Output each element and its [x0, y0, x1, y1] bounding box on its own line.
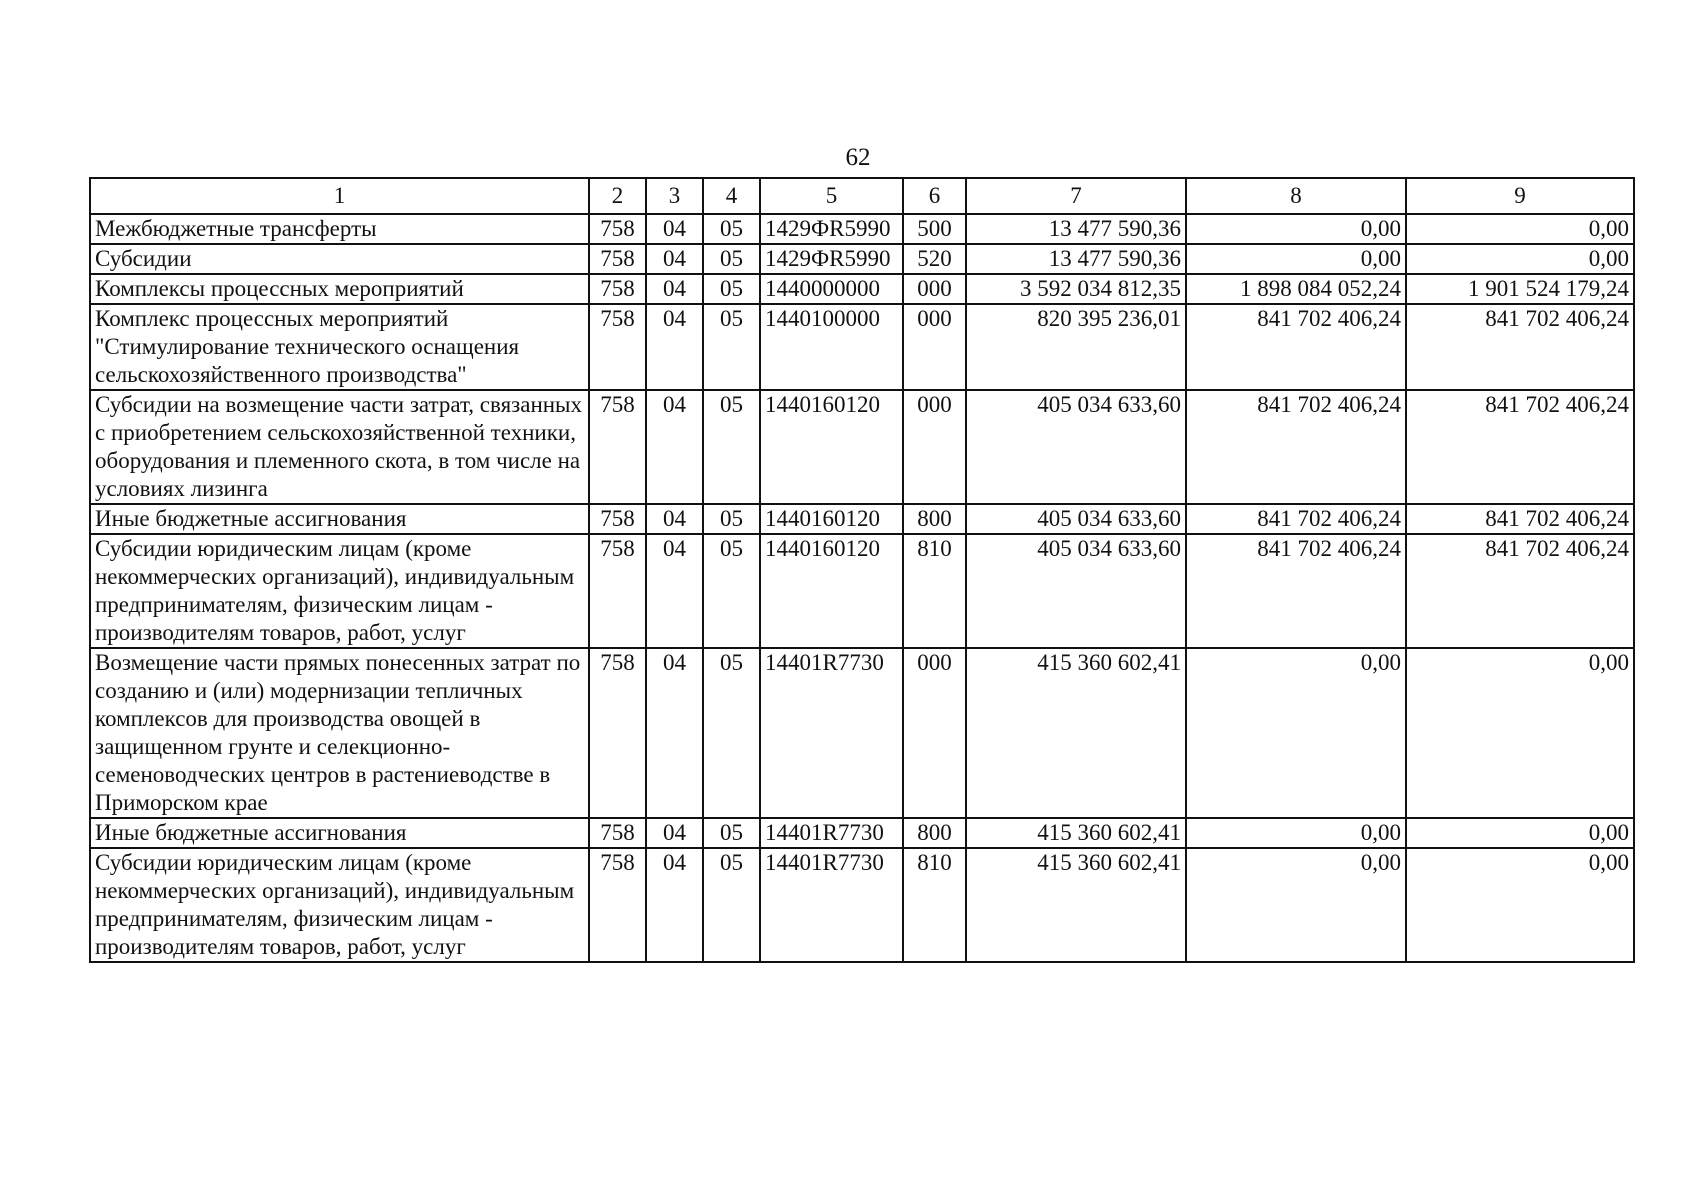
header-cell: 6: [903, 178, 966, 214]
table-row: [90, 390, 1634, 504]
row-code-6: 520: [903, 244, 966, 274]
row-amount-7: 405 034 633,60: [966, 534, 1186, 648]
row-code-6: 810: [903, 848, 966, 962]
row-code-5: 1440160120: [760, 504, 903, 534]
table-row: [90, 504, 1634, 534]
row-amount-9: 0,00: [1406, 848, 1634, 962]
row-code-2: 758: [589, 504, 646, 534]
row-amount-7: 13 477 590,36: [966, 244, 1186, 274]
row-code-6: 800: [903, 818, 966, 848]
row-amount-8: 841 702 406,24: [1186, 304, 1406, 390]
row-amount-9: 0,00: [1406, 818, 1634, 848]
row-amount-9: 1 901 524 179,24: [1406, 274, 1634, 304]
row-code-4: 05: [703, 534, 760, 648]
row-amount-8: 0,00: [1186, 848, 1406, 962]
header-cell: 1: [90, 178, 589, 214]
row-amount-9: 841 702 406,24: [1406, 304, 1634, 390]
row-code-2: 758: [589, 818, 646, 848]
row-amount-8: 0,00: [1186, 818, 1406, 848]
row-code-6: 800: [903, 504, 966, 534]
row-amount-8: 0,00: [1186, 214, 1406, 244]
row-amount-9: 0,00: [1406, 214, 1634, 244]
row-code-2: 758: [589, 648, 646, 818]
row-code-4: 05: [703, 214, 760, 244]
row-code-6: 000: [903, 390, 966, 504]
row-code-2: 758: [589, 304, 646, 390]
row-amount-9: 841 702 406,24: [1406, 534, 1634, 648]
row-name: Субсидии: [90, 244, 589, 274]
row-name: Иные бюджетные ассигнования: [90, 504, 589, 534]
row-name: Субсидии юридическим лицам (кроме некоммерческих организаций), индивидуальным предпринимателям, физическим лицам - производителям товаров, работ, услуг: [90, 534, 589, 648]
row-code-4: 05: [703, 848, 760, 962]
table-row: [90, 848, 1634, 962]
row-code-2: 758: [589, 534, 646, 648]
row-amount-9: 841 702 406,24: [1406, 390, 1634, 504]
row-amount-7: 3 592 034 812,35: [966, 274, 1186, 304]
row-code-5: 1440160120: [760, 390, 903, 504]
row-name: Комплекс процессных мероприятий "Стимулирование технического оснащения сельскохозяйственного производства": [90, 304, 589, 390]
row-amount-8: 0,00: [1186, 244, 1406, 274]
row-name: Субсидии на возмещение части затрат, связанных с приобретением сельскохозяйственной техники, оборудования и племенного скота, в том числе на условиях лизинга: [90, 390, 589, 504]
row-amount-8: 0,00: [1186, 648, 1406, 818]
row-code-4: 05: [703, 304, 760, 390]
row-code-4: 05: [703, 648, 760, 818]
header-cell: 9: [1406, 178, 1634, 214]
row-code-3: 04: [646, 214, 703, 244]
row-code-5: 14401R7730: [760, 848, 903, 962]
row-code-5: 1440100000: [760, 304, 903, 390]
table-row: [90, 534, 1634, 648]
page-number: 62: [845, 144, 871, 171]
row-code-6: 500: [903, 214, 966, 244]
table-row: [90, 648, 1634, 818]
row-code-2: 758: [589, 244, 646, 274]
header-cell: 4: [703, 178, 760, 214]
row-code-5: 14401R7730: [760, 818, 903, 848]
budget-table: [89, 177, 1635, 963]
row-name: Межбюджетные трансферты: [90, 214, 589, 244]
row-amount-7: 820 395 236,01: [966, 304, 1186, 390]
header-cell: 5: [760, 178, 903, 214]
row-code-3: 04: [646, 818, 703, 848]
row-name: Возмещение части прямых понесенных затрат по созданию и (или) модернизации тепличных комплексов для производства овощей в защищенном грунте и селекционно-семеноводческих центров в растениеводстве в Приморском крае: [90, 648, 589, 818]
header-row: [90, 178, 1634, 214]
row-amount-7: 405 034 633,60: [966, 504, 1186, 534]
row-code-3: 04: [646, 534, 703, 648]
row-amount-8: 841 702 406,24: [1186, 390, 1406, 504]
row-code-3: 04: [646, 274, 703, 304]
row-code-5: 1429ФR5990: [760, 214, 903, 244]
table-row: [90, 244, 1634, 274]
row-code-6: 000: [903, 304, 966, 390]
row-amount-8: 1 898 084 052,24: [1186, 274, 1406, 304]
row-code-2: 758: [589, 390, 646, 504]
table-row: [90, 304, 1634, 390]
row-code-4: 05: [703, 818, 760, 848]
row-code-4: 05: [703, 390, 760, 504]
row-amount-9: 0,00: [1406, 244, 1634, 274]
row-code-6: 000: [903, 274, 966, 304]
row-code-3: 04: [646, 648, 703, 818]
row-code-3: 04: [646, 244, 703, 274]
row-amount-8: 841 702 406,24: [1186, 534, 1406, 648]
row-amount-7: 405 034 633,60: [966, 390, 1186, 504]
row-code-3: 04: [646, 848, 703, 962]
row-name: Субсидии юридическим лицам (кроме некоммерческих организаций), индивидуальным предпринимателям, физическим лицам - производителям товаров, работ, услуг: [90, 848, 589, 962]
row-amount-7: 415 360 602,41: [966, 848, 1186, 962]
table-row: [90, 214, 1634, 244]
row-code-5: 1429ФR5990: [760, 244, 903, 274]
row-code-5: 14401R7730: [760, 648, 903, 818]
row-code-3: 04: [646, 304, 703, 390]
row-amount-9: 841 702 406,24: [1406, 504, 1634, 534]
row-amount-8: 841 702 406,24: [1186, 504, 1406, 534]
header-cell: 7: [966, 178, 1186, 214]
row-code-5: 1440000000: [760, 274, 903, 304]
row-amount-7: 415 360 602,41: [966, 648, 1186, 818]
row-amount-7: 415 360 602,41: [966, 818, 1186, 848]
row-code-2: 758: [589, 848, 646, 962]
row-name: Иные бюджетные ассигнования: [90, 818, 589, 848]
row-code-3: 04: [646, 504, 703, 534]
row-code-6: 000: [903, 648, 966, 818]
row-code-2: 758: [589, 274, 646, 304]
row-code-6: 810: [903, 534, 966, 648]
table-row: [90, 274, 1634, 304]
row-amount-7: 13 477 590,36: [966, 214, 1186, 244]
row-name: Комплексы процессных мероприятий: [90, 274, 589, 304]
table-row: [90, 818, 1634, 848]
row-code-4: 05: [703, 274, 760, 304]
header-cell: 2: [589, 178, 646, 214]
row-code-3: 04: [646, 390, 703, 504]
row-code-4: 05: [703, 244, 760, 274]
row-amount-9: 0,00: [1406, 648, 1634, 818]
header-cell: 8: [1186, 178, 1406, 214]
row-code-2: 758: [589, 214, 646, 244]
header-cell: 3: [646, 178, 703, 214]
row-code-5: 1440160120: [760, 534, 903, 648]
row-code-4: 05: [703, 504, 760, 534]
